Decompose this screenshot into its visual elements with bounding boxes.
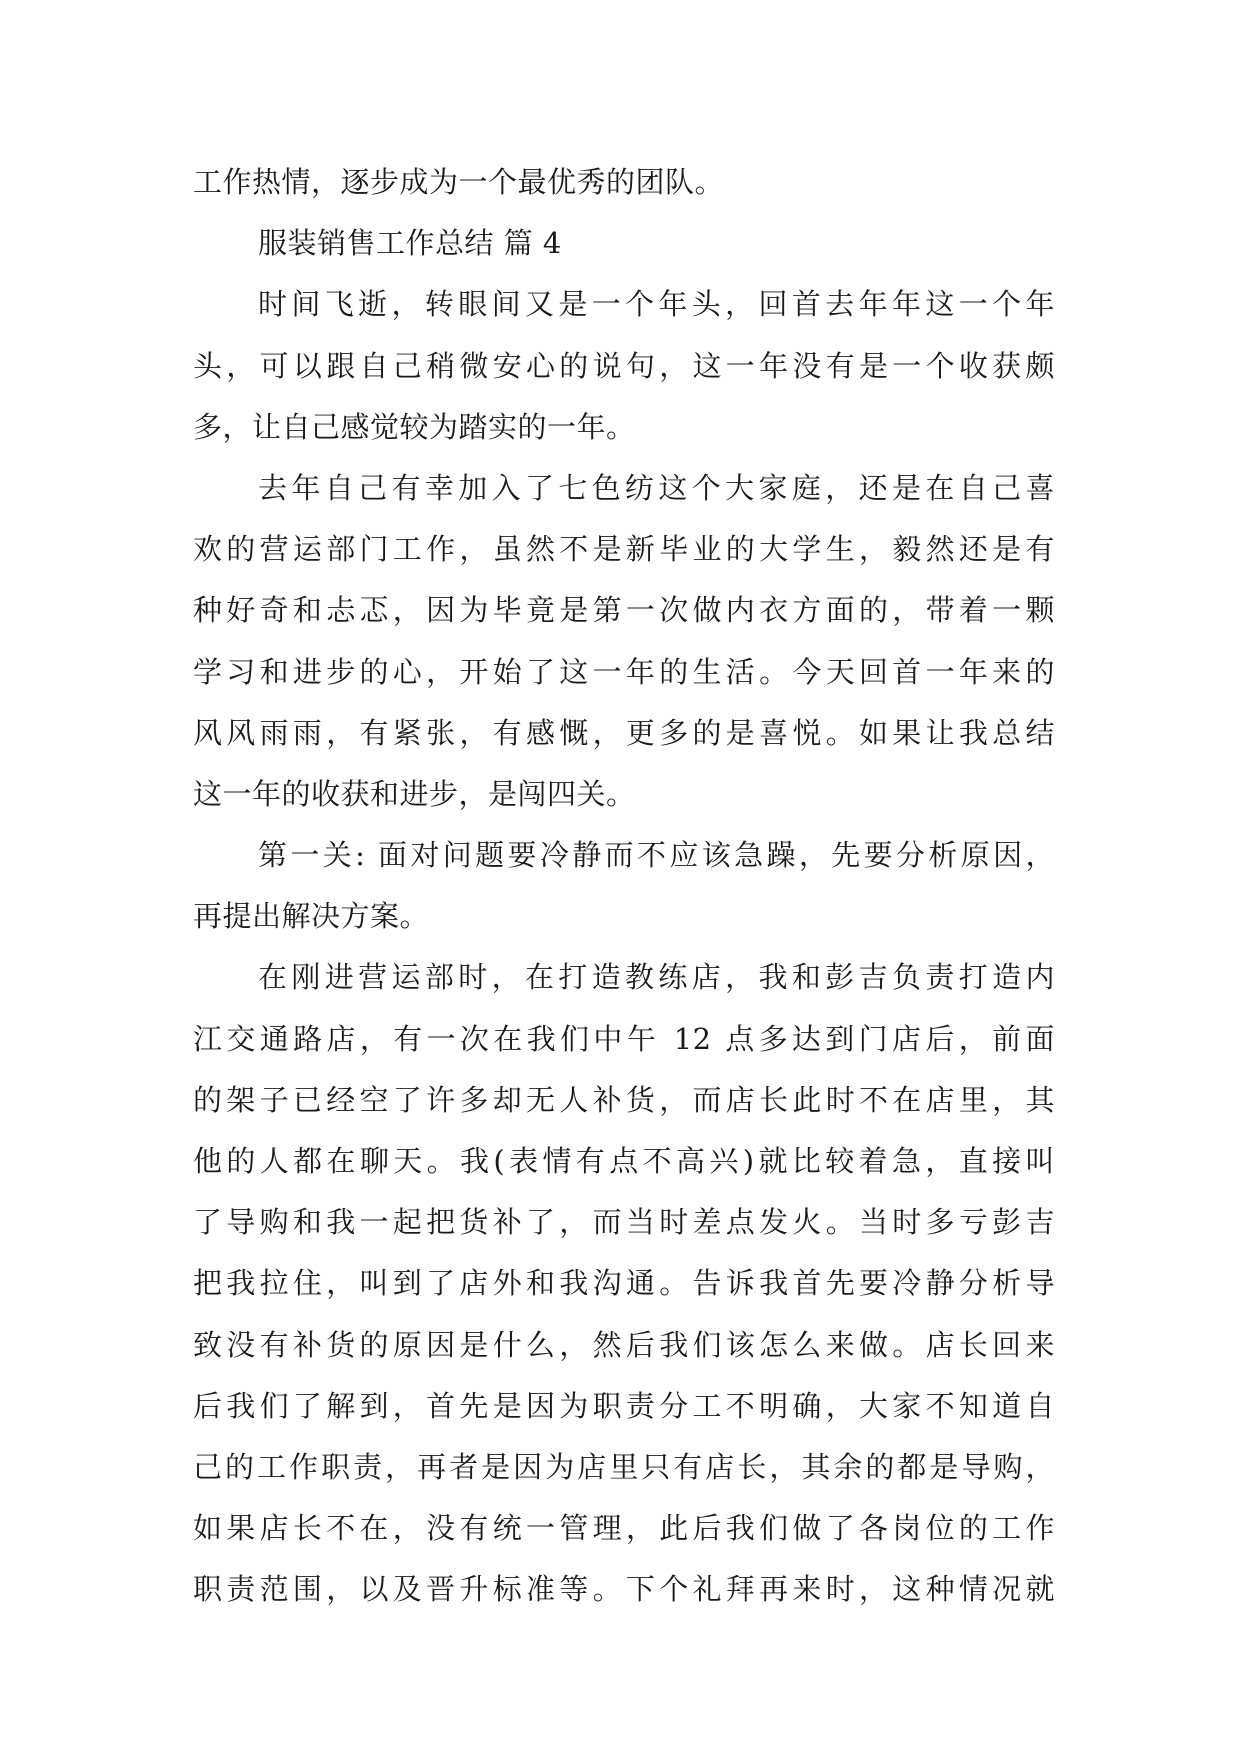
text-line: 种好奇和忐忑，因为毕竟是第一次做内衣方面的，带着一颗 [193, 593, 1055, 628]
text-line: 去年自己有幸加入了七色纺这个大家庭，还是在自己喜 [258, 470, 1055, 505]
text-line: 后我们了解到，首先是因为职责分工不明确，大家不知道自 [193, 1388, 1055, 1423]
text-line: 工作热情，逐步成为一个最优秀的团队。 [193, 165, 725, 199]
paragraph-p1 [193, 274, 1055, 458]
text-line: 的架子已经空了许多却无人补货，而店长此时不在店里，其 [193, 1082, 1055, 1117]
text-line: 再提出解决方案。 [193, 899, 430, 934]
text-line: 致没有补货的原因是什么，然后我们该怎么来做。店长回来 [193, 1327, 1055, 1362]
text-line: 服装销售工作总结 篇 4 [258, 226, 562, 261]
text-line: 头，可以跟自己稍微安心的说句，这一年没有是一个收获颇 [193, 348, 1055, 383]
text-line: 如果店长不在，没有统一管理，此后我们做了各岗位的工作 [193, 1511, 1055, 1546]
text-line: 职责范围，以及晋升标准等。下个礼拜再来时，这种情况就 [193, 1572, 1055, 1607]
text-line: 欢的营运部门工作，虽然不是新毕业的大学生，毅然还是有 [193, 532, 1055, 567]
text-line: 学习和进步的心，开始了这一年的生活。今天回首一年来的 [193, 654, 1055, 689]
text-line: 时间飞逝，转眼间又是一个年头，回首去年年这一个年 [258, 287, 1055, 322]
text-line: 他的人都在聊天。我(表情有点不高兴)就比较着急，直接叫 [193, 1144, 1055, 1178]
paragraph-title4 [193, 213, 1055, 274]
document-page [193, 152, 1055, 1621]
text-line: 多，让自己感觉较为踏实的一年。 [193, 409, 636, 444]
text-line: 这一年的收获和进步，是闯四关。 [193, 776, 636, 811]
paragraph-p2 [193, 458, 1055, 825]
text-line: 己的工作职责，再者是因为店里只有店长，其余的都是导购， [193, 1449, 1055, 1484]
text-line: 在刚进营运部时，在打造教练店，我和彭吉负责打造内 [258, 960, 1055, 995]
text-line: 风风雨雨，有紧张，有感慨，更多的是喜悦。如果让我总结 [193, 715, 1055, 750]
text-line: 江交通路店，有一次在我们中午 12 点多达到门店后，前面 [193, 1021, 1055, 1056]
text-line: 把我拉住，叫到了店外和我沟通。告诉我首先要冷静分析导 [193, 1266, 1055, 1301]
paragraph-p0 [193, 152, 1055, 213]
text-line: 了导购和我一起把货补了，而当时差点发火。当时多亏彭吉 [193, 1205, 1055, 1240]
paragraph-p4 [193, 947, 1055, 1620]
paragraph-p3 [193, 825, 1055, 947]
text-line: 第一关: 面对问题要冷静而不应该急躁，先要分析原因， [258, 838, 1055, 873]
